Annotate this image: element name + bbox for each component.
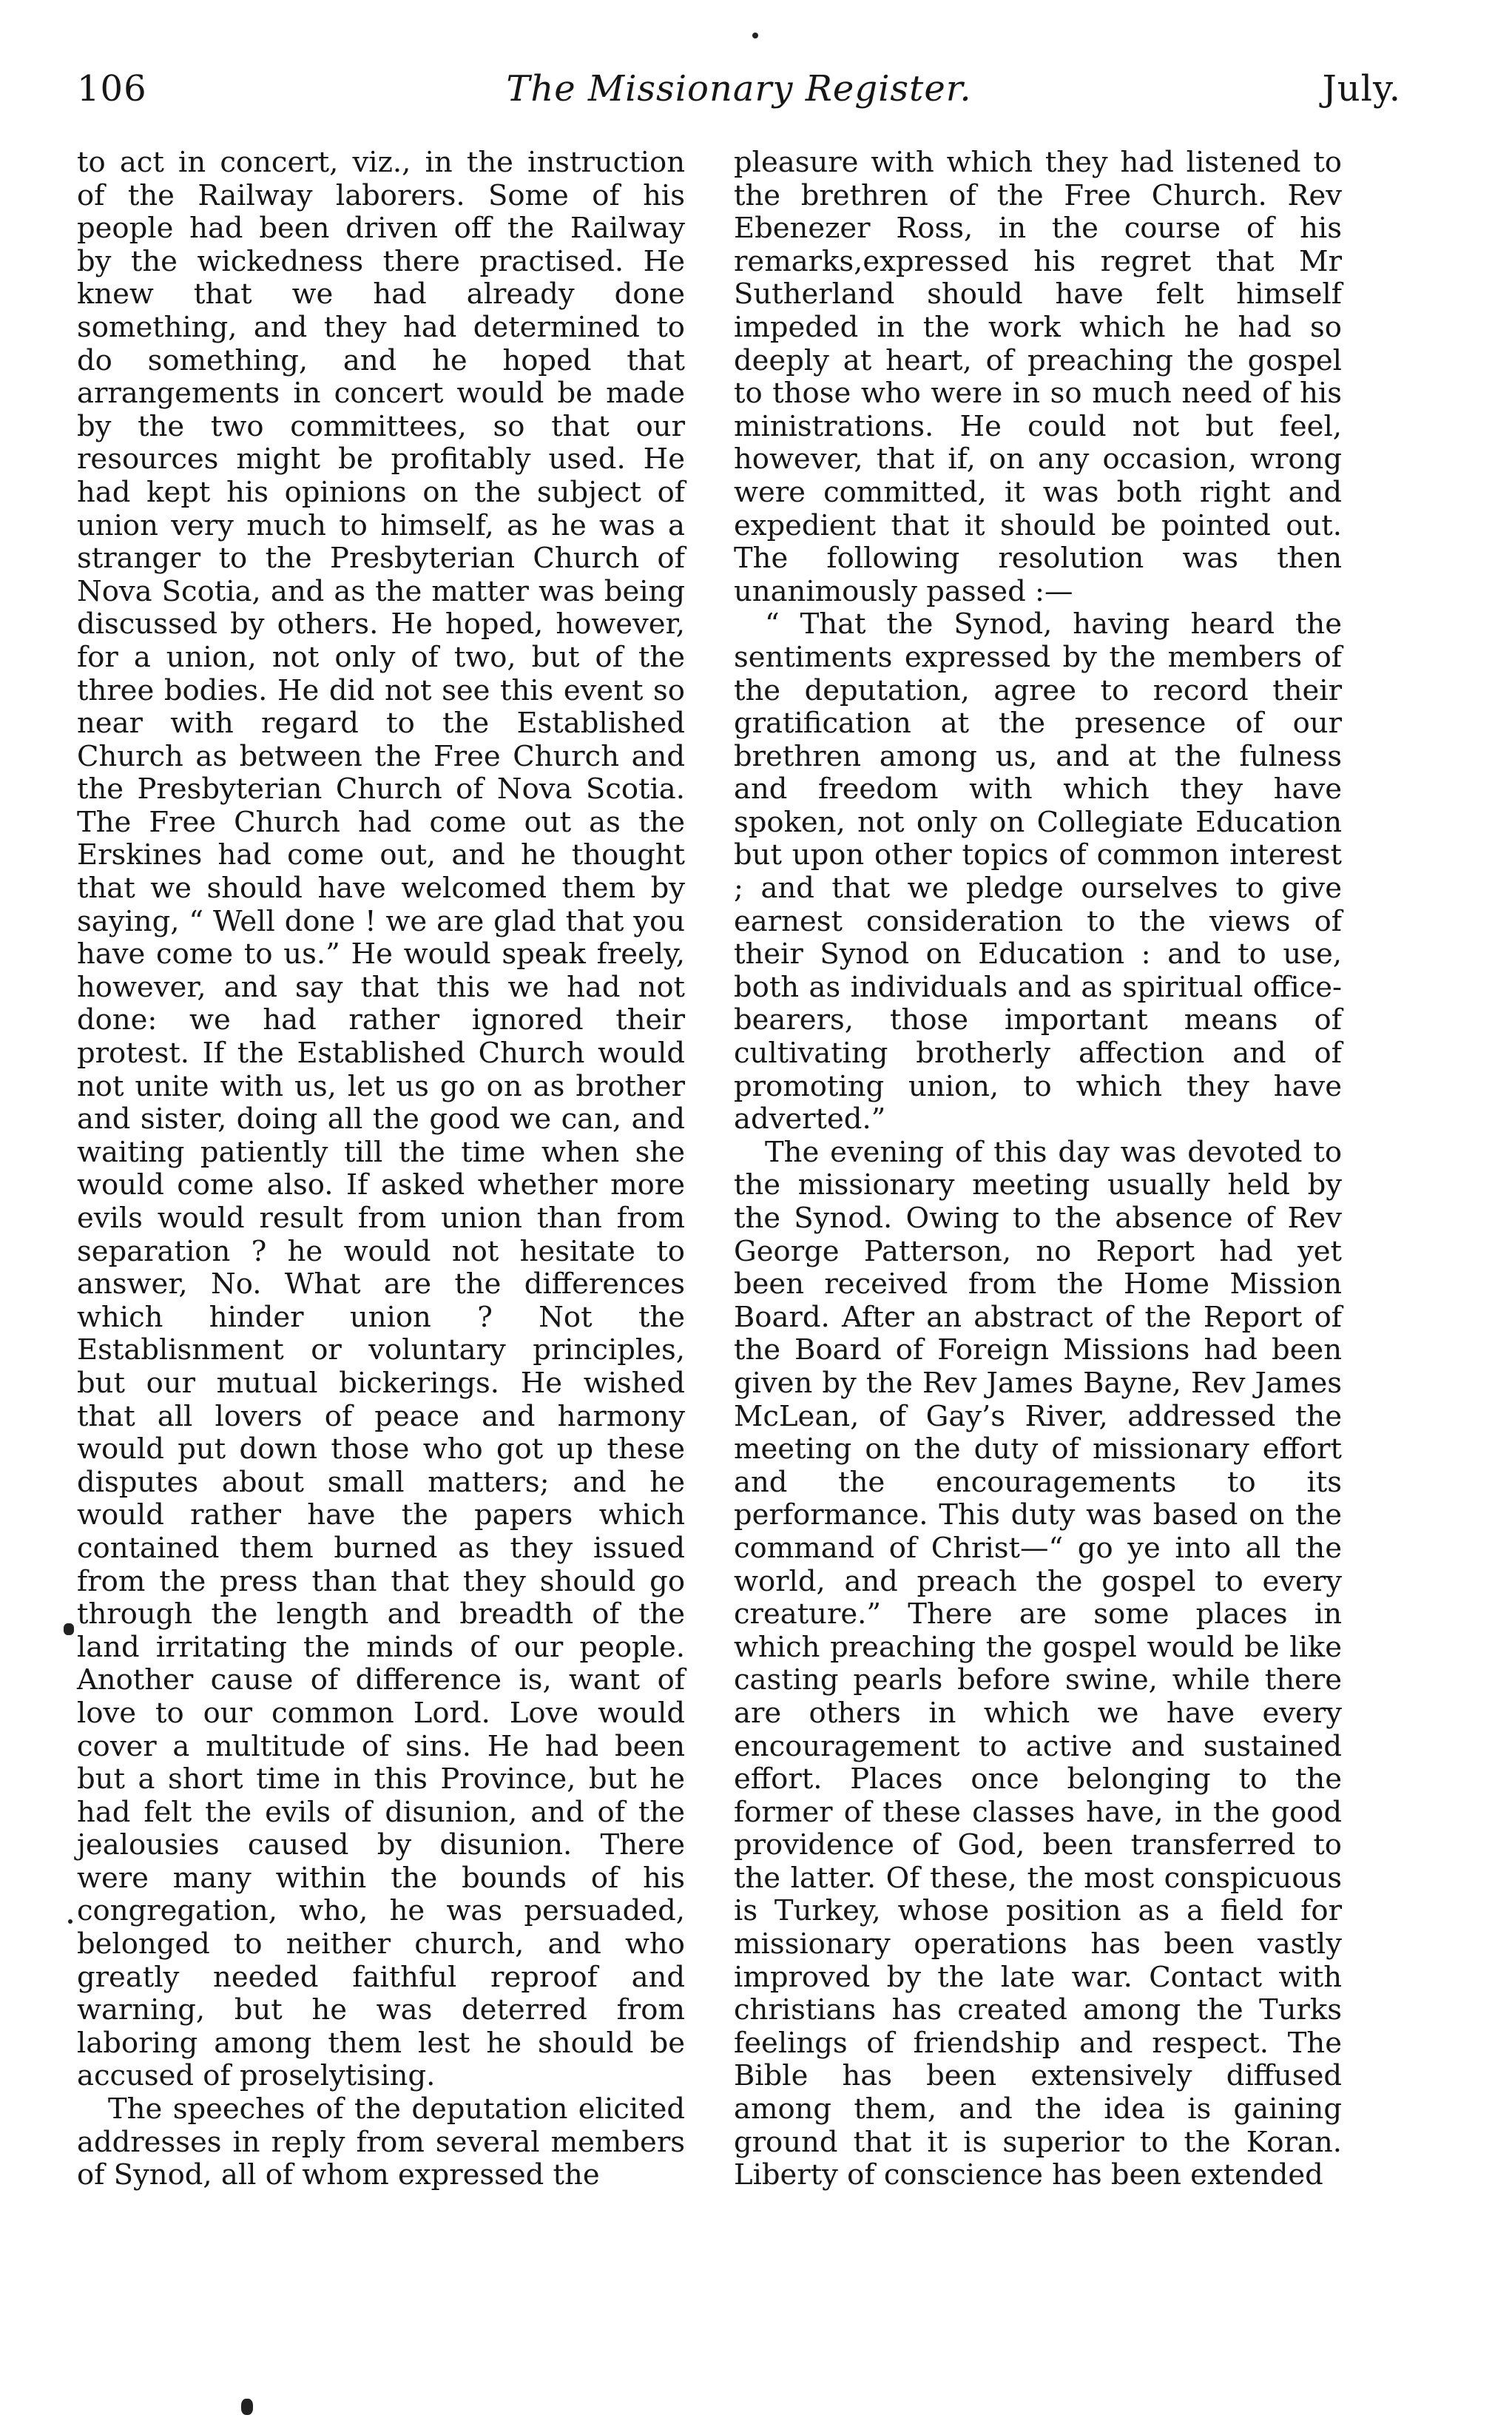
running-head (77, 68, 1401, 120)
paragraph: pleasure with which they had listened to the brethren of the Free Church. Rev Ebenezer Ross, in the course of his remarks,expressed his regret that Mr Sutherland should have felt himself impeded in the work which he had so deeply at heart, of preaching the gospel to those who were in so much need of his ministrations. He could not but feel, however, that if, on any occasion, wrong were committed, it was both right and expedient that it should be pointed out. The following resolution was then unanimously passed :— (734, 146, 1342, 608)
page-number: 106 (77, 68, 147, 110)
ink-speck (752, 33, 758, 38)
paragraph: The speeches of the deputation elicited addresses in reply from several members of Synod, all of whom expressed the (77, 2092, 685, 2192)
paragraph: to act in concert, viz., in the instruction of the Railway laborers. Some of his people had been driven off the Railway by the wickedness there practised. He knew that we had already done something, and they had determined to do something, and he hoped that arrangements in concert would be made by the two committees, so that our resources might be profitably used. He had kept his opinions on the subject of union very much to himself, as he was a stranger to the Presbyterian Church of Nova Scotia, and as the matter was being discussed by others. He hoped, however, for a union, not only of two, but of the three bodies. He did not see this event so near with regard to the Established Church as between the Free Church and the Presbyterian Church of Nova Scotia. The Free Church had come out as the Erskines had come out, and he thought that we should have welcomed them by saying, “ Well done ! we are glad that you have come to us.” He would speak freely, however, and say that this we had not done: we had rather ignored their protest. If the Established Church would not unite with us, let us go on as brother and sister, doing all the good we can, and waiting patiently till the time when she would come also. If asked whether more evils would result from union than from separation ? he would not hesitate to answer, No. What are the differences which hinder union ? Not the Establisnment or voluntary principles, but our mutual bickerings. He wished that all lovers of peace and harmony would put down those who got up these disputes about small matters; and he would rather have the papers which contained them burned as they issued from the press than that they should go through the length and breadth of the land irritating the minds of our people. Another cause of difference is, want of love to our common Lord. Love would cover a multitude of sins. He had been but a short time in this Province, but he had felt the evils of disunion, and of the jealousies caused by disunion. There were many within the bounds of his congregation, who, he was persuaded, belonged to neither church, and who greatly needed faithful reproof and warning, but he was deterred from laboring among them lest he should be accused of proselytising. (77, 146, 685, 2093)
journal-title: The Missionary Register. (506, 68, 972, 110)
issue-month: July. (1322, 68, 1401, 110)
ink-speck (68, 1919, 72, 1924)
right-column (734, 146, 1342, 2192)
paragraph: The evening of this day was devoted to the missionary meeting usually held by the Synod. Owing to the absence of Rev George Patterson, no Report had yet been received from the Home Mission Board. After an abstract of the Report of the Board of Foreign Missions had been given by the Rev James Bayne, Rev James McLean, of Gay’s River, addressed the meeting on the duty of missionary effort and the encouragements to its performance. This duty was based on the command of Christ—“ go ye into all the world, and preach the gospel to every creature.” There are some places in which preaching the gospel would be like casting pearls before swine, while there are others in which we have every encouragement to active and sustained effort. Places once belonging to the former of these classes have, in the good providence of God, been transferred to the latter. Of these, the most conspicuous is Turkey, whose position as a field for missionary operations has been vastly improved by the late war. Contact with christians has created among the Turks feelings of friendship and respect. The Bible has been extensively diffused among them, and the idea is gaining ground that it is superior to the Koran. Liberty of conscience has been extended (734, 1135, 1342, 2192)
resolution-quote: “ That the Synod, having heard the sentiments expressed by the members of the deputation, agree to record their gratification at the presence of our brethren among us, and at the fulness and freedom with which they have spoken, not only on Collegiate Education but upon other topics of common interest ; and that we pledge ourselves to give earnest consideration to the views of their Synod on Education : and to use, both as individuals and as spiritual office-bearers, those important means of cultivating brotherly affection and of promoting union, to which they have adverted.” (734, 607, 1342, 1136)
left-column (77, 146, 685, 2192)
ink-speck (64, 1623, 74, 1635)
ink-speck (241, 2399, 253, 2415)
